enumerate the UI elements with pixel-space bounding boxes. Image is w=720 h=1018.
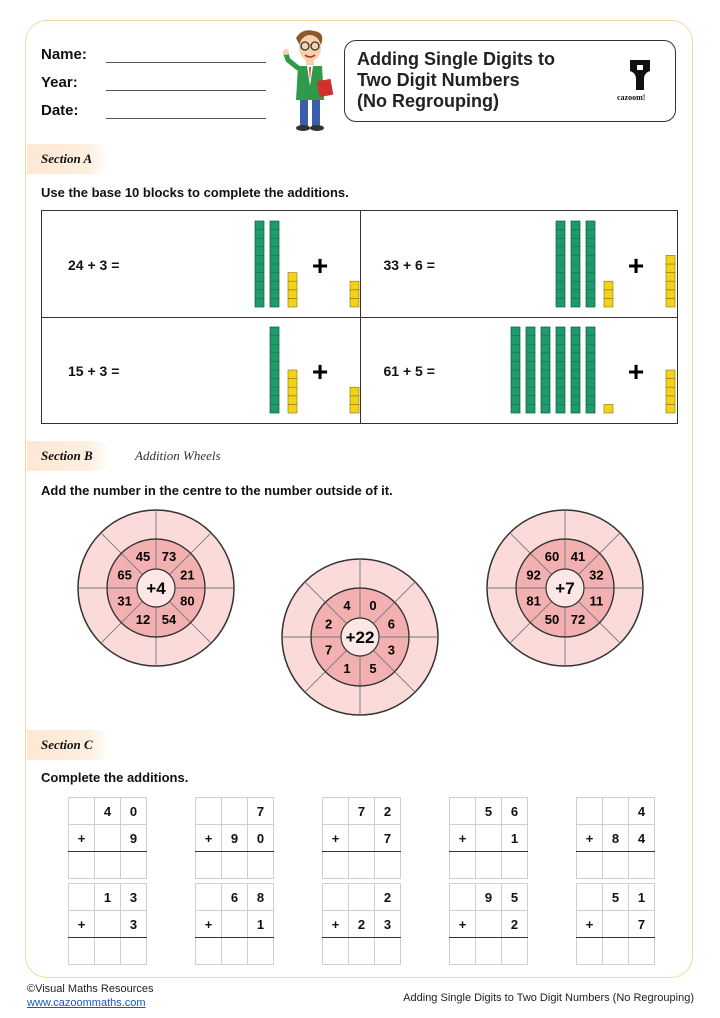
- digit-cell: 7: [349, 798, 375, 825]
- unit-cube: [288, 273, 297, 282]
- brand-name: cazoom!: [617, 93, 646, 102]
- problem-cell-1: [42, 211, 360, 317]
- digit-cell: 7: [629, 911, 655, 938]
- answer-cell[interactable]: [248, 852, 274, 879]
- section-a-grid: [41, 210, 678, 424]
- wheel-number: 45: [135, 549, 151, 565]
- section-a-instruction: Use the base 10 blocks to complete the additions.: [41, 185, 349, 200]
- digit-cell: [476, 911, 502, 938]
- answer-cell[interactable]: [476, 852, 502, 879]
- answer-cell[interactable]: [323, 852, 349, 879]
- answer-cell[interactable]: [121, 852, 147, 879]
- answer-cell[interactable]: [603, 852, 629, 879]
- unit-cube: [288, 404, 297, 413]
- unit-cube: [666, 264, 675, 273]
- digit-cell: 5: [502, 884, 528, 911]
- base-ten-blocks: [212, 323, 362, 419]
- unit-cube: [288, 370, 297, 379]
- wheel-number: 6: [387, 616, 396, 632]
- digit-cell: 3: [121, 911, 147, 938]
- answer-cell[interactable]: [69, 938, 95, 965]
- answer-cell[interactable]: [450, 852, 476, 879]
- unit-cube: [604, 290, 613, 299]
- unit-cube: [288, 290, 297, 299]
- digit-cell: [222, 798, 248, 825]
- digit-cell: 7: [375, 825, 401, 852]
- wheel-number: 21: [180, 567, 195, 583]
- digit-cell: [69, 884, 95, 911]
- date-line: [106, 118, 266, 119]
- digit-cell: [603, 798, 629, 825]
- wheel-number: 4: [343, 598, 351, 614]
- addition-wheel-1: [76, 508, 236, 668]
- unit-cube: [666, 370, 675, 379]
- unit-cube: [666, 379, 675, 388]
- digit-cell: [95, 825, 121, 852]
- wheel-number: 50: [544, 611, 560, 627]
- year-label: Year:: [41, 74, 78, 91]
- wheel-center-value: +4: [146, 579, 166, 598]
- digit-cell: 6: [502, 798, 528, 825]
- answer-cell[interactable]: [196, 852, 222, 879]
- answer-cell[interactable]: [323, 938, 349, 965]
- column-addition-problem: [322, 797, 401, 879]
- wheel-number: 73: [161, 549, 177, 565]
- digit-cell: [323, 798, 349, 825]
- digit-cell: [476, 825, 502, 852]
- digit-cell: 3: [121, 884, 147, 911]
- section-b-instruction: Add the number in the centre to the number outside of it.: [41, 483, 393, 498]
- digit-cell: 0: [121, 798, 147, 825]
- digit-cell: 9: [121, 825, 147, 852]
- digit-cell: 2: [502, 911, 528, 938]
- answer-cell[interactable]: [577, 852, 603, 879]
- plus-sign: +: [627, 356, 644, 387]
- footer-title: Adding Single Digits to Two Digit Numbers (No Regrouping): [403, 992, 694, 1004]
- wheel-number: 60: [544, 549, 560, 565]
- title-box: [344, 40, 676, 122]
- section-b-tag: Section B: [27, 441, 111, 471]
- digit-cell: [450, 798, 476, 825]
- digit-cell: 5: [603, 884, 629, 911]
- unit-cube: [288, 281, 297, 290]
- digit-cell: +: [450, 825, 476, 852]
- digit-cell: [323, 884, 349, 911]
- column-addition-problem: [449, 797, 528, 879]
- digit-cell: 0: [248, 825, 274, 852]
- answer-cell[interactable]: [349, 852, 375, 879]
- digit-cell: 7: [248, 798, 274, 825]
- wheel-number: 31: [117, 593, 132, 609]
- name-line: [106, 62, 266, 63]
- digit-cell: 4: [95, 798, 121, 825]
- section-c-tag: Section C: [27, 730, 111, 760]
- digit-cell: 9: [222, 825, 248, 852]
- date-label: Date:: [41, 102, 79, 119]
- answer-cell[interactable]: [476, 938, 502, 965]
- digit-cell: 1: [502, 825, 528, 852]
- plus-sign: +: [627, 250, 644, 281]
- column-addition-problem: [195, 797, 274, 879]
- digit-cell: [349, 825, 375, 852]
- wheel-number: 81: [526, 593, 541, 609]
- column-addition-problem: [449, 883, 528, 965]
- digit-cell: [349, 884, 375, 911]
- wheel-number: 80: [180, 593, 195, 609]
- answer-cell[interactable]: [121, 938, 147, 965]
- wheel-number: 0: [369, 598, 377, 614]
- answer-cell[interactable]: [222, 938, 248, 965]
- answer-cell[interactable]: [95, 852, 121, 879]
- digit-cell: [69, 798, 95, 825]
- column-addition-problem: [195, 883, 274, 965]
- digit-cell: +: [323, 911, 349, 938]
- problem-expression: 24 + 3 =: [68, 257, 120, 273]
- digit-cell: +: [69, 825, 95, 852]
- wheel-number: 12: [135, 611, 151, 627]
- unit-cube: [666, 281, 675, 290]
- wheel-number: 72: [570, 611, 586, 627]
- digit-cell: 1: [248, 911, 274, 938]
- digit-cell: +: [577, 911, 603, 938]
- unit-cube: [666, 255, 675, 264]
- answer-cell[interactable]: [196, 938, 222, 965]
- teacher-character-icon: [280, 26, 340, 134]
- answer-cell[interactable]: [375, 938, 401, 965]
- problem-expression: 33 + 6 =: [383, 257, 435, 273]
- footer-url-link[interactable]: www.cazoommaths.com: [27, 997, 146, 1009]
- digit-cell: [222, 911, 248, 938]
- answer-cell[interactable]: [502, 852, 528, 879]
- wheel-number: 92: [526, 567, 541, 583]
- column-addition-problem: [576, 883, 655, 965]
- unit-cube: [350, 290, 359, 299]
- wheel-number: 1: [343, 660, 351, 676]
- wheel-number: 41: [570, 549, 586, 565]
- answer-cell[interactable]: [248, 938, 274, 965]
- wheel-number: 65: [117, 567, 132, 583]
- digit-cell: [577, 798, 603, 825]
- digit-cell: [196, 798, 222, 825]
- answer-cell[interactable]: [502, 938, 528, 965]
- unit-cube: [350, 404, 359, 413]
- unit-cube: [350, 387, 359, 396]
- answer-cell[interactable]: [577, 938, 603, 965]
- plus-sign: +: [311, 356, 329, 387]
- digit-cell: [577, 884, 603, 911]
- answer-cell[interactable]: [629, 938, 655, 965]
- wheel-number: 54: [161, 611, 177, 627]
- answer-cell[interactable]: [603, 938, 629, 965]
- digit-cell: 1: [629, 884, 655, 911]
- plus-sign: +: [311, 250, 329, 281]
- worksheet-title: Adding Single Digits to Two Digit Numbers (No Regrouping): [357, 49, 555, 111]
- digit-cell: 1: [95, 884, 121, 911]
- digit-cell: 2: [375, 884, 401, 911]
- wheel-number: 32: [589, 567, 604, 583]
- column-addition-problem: [68, 797, 147, 879]
- unit-cube: [666, 404, 675, 413]
- base-ten-blocks: [212, 217, 362, 313]
- digit-cell: 6: [222, 884, 248, 911]
- section-b-subtitle: Addition Wheels: [135, 448, 221, 463]
- digit-cell: [196, 884, 222, 911]
- base-ten-blocks: [478, 323, 678, 419]
- column-addition-problem: [576, 797, 655, 879]
- digit-cell: +: [323, 825, 349, 852]
- digit-cell: +: [196, 825, 222, 852]
- column-addition-problem: [322, 883, 401, 965]
- digit-cell: 8: [603, 825, 629, 852]
- section-c-instruction: Complete the additions.: [41, 770, 189, 785]
- unit-cube: [350, 298, 359, 307]
- addition-wheel-3: [485, 508, 645, 668]
- unit-cube: [666, 387, 675, 396]
- answer-cell[interactable]: [629, 852, 655, 879]
- problem-expression: 15 + 3 =: [68, 363, 120, 379]
- unit-cube: [350, 396, 359, 405]
- digit-cell: [450, 884, 476, 911]
- answer-cell[interactable]: [450, 938, 476, 965]
- unit-cube: [288, 298, 297, 307]
- problem-cell-2: [360, 211, 678, 317]
- unit-cube: [604, 404, 613, 413]
- cazoom-logo-icon: [627, 59, 653, 93]
- year-line: [106, 90, 266, 91]
- unit-cube: [604, 281, 613, 290]
- answer-cell[interactable]: [222, 852, 248, 879]
- digit-cell: 9: [476, 884, 502, 911]
- answer-cell[interactable]: [375, 852, 401, 879]
- unit-cube: [666, 273, 675, 282]
- digit-cell: 3: [375, 911, 401, 938]
- wheel-number: 2: [324, 616, 333, 632]
- digit-cell: +: [69, 911, 95, 938]
- digit-cell: 4: [629, 825, 655, 852]
- wheel-number: 7: [324, 642, 333, 658]
- unit-cube: [666, 396, 675, 405]
- digit-cell: [603, 911, 629, 938]
- digit-cell: 4: [629, 798, 655, 825]
- digit-cell: 2: [375, 798, 401, 825]
- digit-cell: 8: [248, 884, 274, 911]
- answer-cell[interactable]: [69, 852, 95, 879]
- wheel-center-value: +7: [555, 579, 575, 598]
- digit-cell: +: [577, 825, 603, 852]
- digit-cell: 2: [349, 911, 375, 938]
- unit-cube: [288, 396, 297, 405]
- footer-copyright: ©Visual Maths Resources: [27, 983, 154, 995]
- digit-cell: 5: [476, 798, 502, 825]
- digit-cell: [95, 911, 121, 938]
- unit-cube: [666, 298, 675, 307]
- wheel-number: 11: [589, 593, 604, 609]
- digit-cell: +: [450, 911, 476, 938]
- unit-cube: [666, 290, 675, 299]
- name-label: Name:: [41, 46, 87, 63]
- unit-cube: [604, 298, 613, 307]
- section-a-tag: Section A: [27, 144, 110, 174]
- unit-cube: [288, 387, 297, 396]
- problem-cell-3: [42, 317, 360, 423]
- unit-cube: [288, 379, 297, 388]
- problem-cell-4: [360, 317, 678, 423]
- wheel-number: 3: [387, 642, 396, 658]
- problem-expression: 61 + 5 =: [383, 363, 435, 379]
- base-ten-blocks: [512, 217, 678, 313]
- unit-cube: [350, 281, 359, 290]
- addition-wheel-2: [280, 557, 440, 717]
- answer-cell[interactable]: [95, 938, 121, 965]
- wheel-center-value: +22: [345, 628, 375, 647]
- answer-cell[interactable]: [349, 938, 375, 965]
- wheel-number: 5: [369, 660, 377, 676]
- digit-cell: +: [196, 911, 222, 938]
- column-addition-problem: [68, 883, 147, 965]
